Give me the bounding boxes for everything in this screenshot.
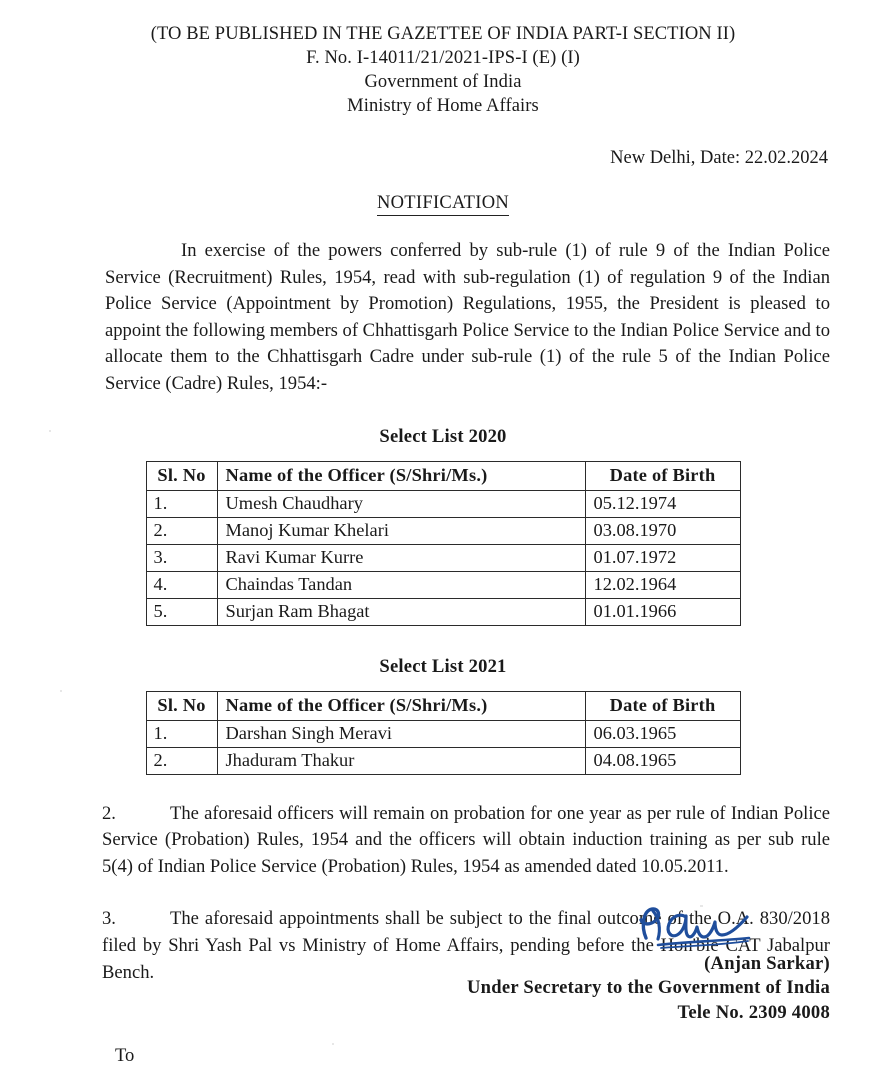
cell-date-of-birth: 06.03.1965	[585, 720, 740, 747]
document-header	[0, 22, 886, 118]
select-list-2021-table-wrap	[0, 691, 886, 775]
cell-officer-name: Umesh Chaudhary	[217, 490, 585, 517]
cell-date-of-birth: 12.02.1964	[585, 571, 740, 598]
cell-officer-name: Surjan Ram Bhagat	[217, 598, 585, 625]
select-list-2020-title: Select List 2020	[379, 425, 507, 447]
cell-officer-name: Ravi Kumar Kurre	[217, 544, 585, 571]
table-header-row	[146, 461, 740, 490]
column-header-name: Name of the Officer (S/Shri/Ms.)	[217, 691, 585, 720]
cell-date-of-birth: 05.12.1974	[585, 490, 740, 517]
cell-sl-no: 5.	[146, 598, 217, 625]
ministry-name: Ministry of Home Affairs	[347, 96, 539, 116]
signatory-designation: Under Secretary to the Government of India	[466, 977, 830, 998]
cell-sl-no: 2.	[146, 517, 217, 544]
paragraph-2	[102, 801, 830, 881]
signatory-telephone: Tele No. 2309 4008	[677, 1001, 830, 1023]
cell-officer-name: Chaindas Tandan	[217, 571, 585, 598]
cell-sl-no: 4.	[146, 571, 217, 598]
file-number: F. No. I-14011/21/2021-IPS-I (E) (I)	[306, 48, 580, 68]
cell-sl-no: 1.	[146, 490, 217, 517]
select-list-2020-table-wrap	[0, 461, 886, 626]
cell-date-of-birth: 03.08.1970	[585, 517, 740, 544]
place-and-date: New Delhi, Date: 22.02.2024	[610, 148, 828, 168]
column-header-name: Name of the Officer (S/Shri/Ms.)	[217, 461, 585, 490]
table-row	[146, 544, 740, 571]
cell-officer-name: Manoj Kumar Khelari	[217, 517, 585, 544]
table-row	[146, 747, 740, 774]
paragraph-1-text: In exercise of the powers conferred by sub-rule (1) of rule 9 of the Indian Police Service (Recruitment) Rules, 1954, read with sub-regulation (1) of regulation 9 of the Indian Police Service (Appointment by Promotion) Regulations, 1955, the President is pleased to appoint the following members of Chhattisgarh Police Service to the Indian Police Service and to allocate them to the Chhattisgarh Cadre under sub-rule (1) of the rule 5 of the Indian Police Service (Cadre) Rules, 1954:-	[105, 240, 830, 394]
table-row	[146, 490, 740, 517]
cell-date-of-birth: 04.08.1965	[585, 747, 740, 774]
cell-sl-no: 3.	[146, 544, 217, 571]
column-header-sl-no: Sl. No	[146, 461, 217, 490]
to-label: To	[115, 1045, 135, 1066]
notification-heading-wrap	[0, 193, 886, 216]
cell-officer-name: Jhaduram Thakur	[217, 747, 585, 774]
select-list-2021-table	[146, 691, 741, 775]
select-list-2020-table	[146, 461, 741, 626]
signatory-name: (Anjan Sarkar)	[704, 952, 830, 974]
paragraph-3-text: The aforesaid appointments shall be subject to the final outcome of the O.A. 830/2018 filed by Shri Yash Pal vs Ministry of Home Affairs, pending before the Hon'ble CAT Jabalpur Bench.	[102, 908, 830, 983]
signature-block	[390, 894, 830, 1026]
paragraph-2-text: The aforesaid officers will remain on probation for one year as per rule of Indian Police Service (Probation) Rules, 1954 and the officers will obtain induction training as per sub rule 5(4) of Indian Police Service (Probation) Rules, 1954 as amended dated 10.05.2011.	[102, 802, 830, 877]
column-header-dob: Date of Birth	[585, 461, 740, 490]
table-header-row	[146, 691, 740, 720]
paragraph-3-number: 3.	[102, 908, 116, 930]
table-row	[146, 720, 740, 747]
table-row	[146, 598, 740, 625]
government-name: Government of India	[364, 72, 522, 92]
column-header-dob: Date of Birth	[585, 691, 740, 720]
column-header-sl-no: Sl. No	[146, 691, 217, 720]
cell-sl-no: 2.	[146, 747, 217, 774]
handwritten-signature-icon	[390, 894, 830, 952]
paragraph-1	[105, 238, 830, 398]
paragraph-2-number: 2.	[102, 802, 116, 824]
notification-heading: NOTIFICATION	[377, 193, 509, 216]
cell-date-of-birth: 01.07.1972	[585, 544, 740, 571]
table-row	[146, 517, 740, 544]
cell-officer-name: Darshan Singh Meravi	[217, 720, 585, 747]
table-row	[146, 571, 740, 598]
cell-date-of-birth: 01.01.1966	[585, 598, 740, 625]
cell-sl-no: 1.	[146, 720, 217, 747]
publish-note: (TO BE PUBLISHED IN THE GAZETTEE OF INDIA PART-I SECTION II)	[150, 24, 736, 44]
select-list-2021-title: Select List 2021	[379, 655, 507, 677]
